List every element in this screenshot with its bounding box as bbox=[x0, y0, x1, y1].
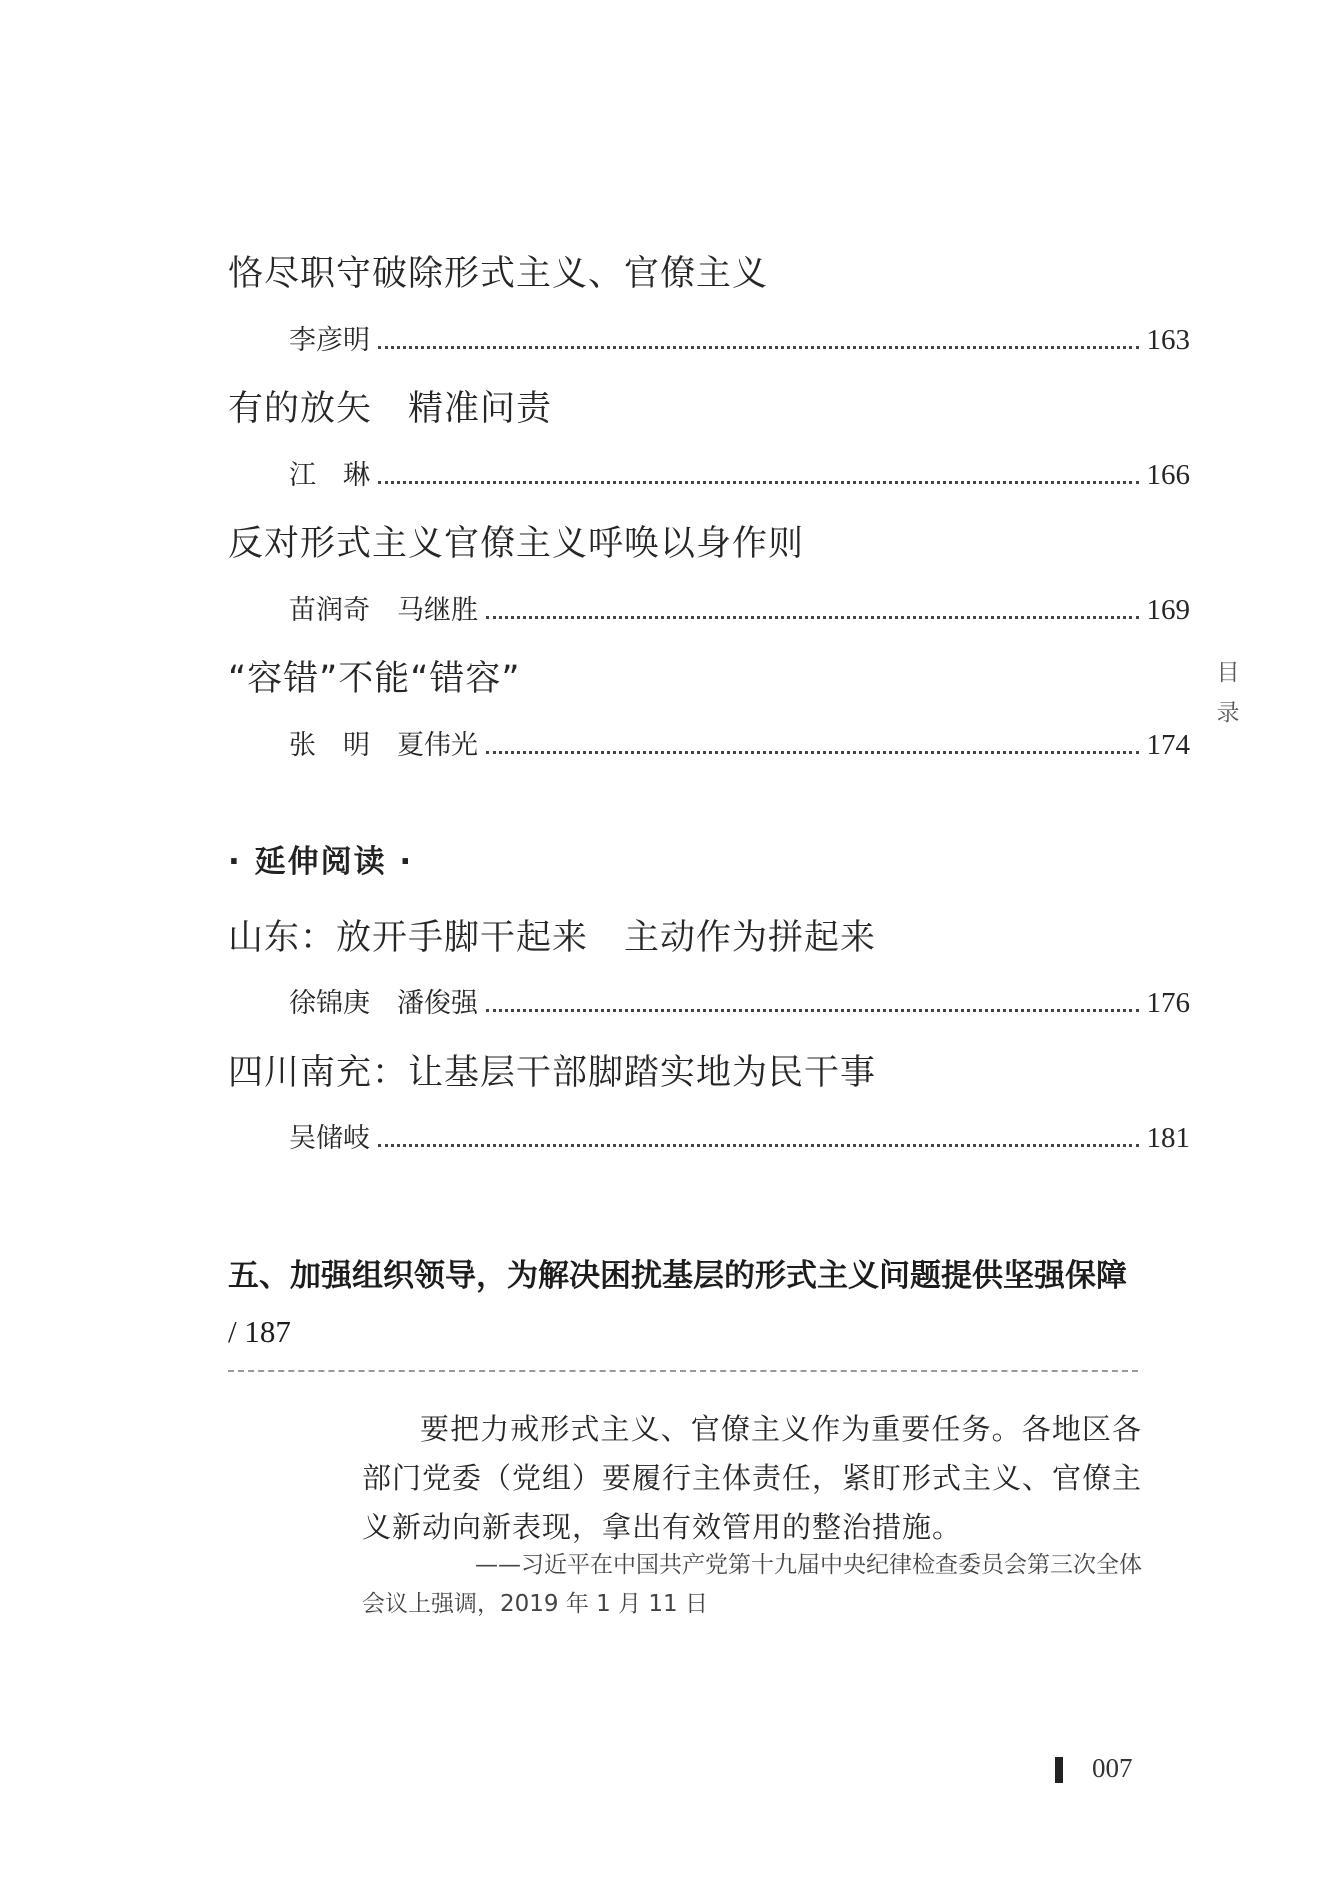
extended-entry-author: 吴储岐 bbox=[289, 1123, 370, 1154]
leader-dots bbox=[486, 1009, 1139, 1012]
toc-entry-line bbox=[289, 723, 1190, 762]
extended-entry-title[interactable]: 山东：放开手脚干起来 主动作为拼起来 bbox=[228, 918, 877, 958]
toc-entry-author: 张 明 夏伟光 bbox=[289, 730, 478, 761]
quote-attribution-line1: ——习近平在中国共产党第十九届中央纪律检查委员会第三次全体 bbox=[475, 1552, 1142, 1578]
side-tab-char: 目 bbox=[1216, 660, 1240, 686]
toc-entry-line bbox=[289, 453, 1190, 492]
page-number: 007 bbox=[1092, 1753, 1133, 1783]
chapter-divider bbox=[228, 1370, 1138, 1372]
leader-dots bbox=[378, 346, 1139, 349]
toc-entry-author: 江 琳 bbox=[289, 460, 370, 491]
chapter-separator: / bbox=[228, 1314, 245, 1349]
side-tab bbox=[1213, 653, 1243, 733]
toc-entry-title[interactable]: 有的放矢 精准问责 bbox=[228, 389, 553, 429]
extended-entry-author: 徐锦庚 潘俊强 bbox=[289, 988, 478, 1019]
extended-entry-page[interactable]: 181 bbox=[1146, 1122, 1190, 1154]
toc-entry-page[interactable]: 163 bbox=[1146, 324, 1190, 356]
leader-dots bbox=[378, 481, 1139, 484]
quote-text: 要把力戒形式主义、官僚主义作为重要任务。各地区各部门党委（党组）要履行主体责任，紧盯形式主义、官僚主义新动向新表现，拿出有效管用的整治措施。 bbox=[362, 1412, 1143, 1544]
chapter-title: 五、加强组织领导，为解决困扰基层的形式主义问题提供坚强保障 bbox=[228, 1258, 1127, 1294]
side-tab-char: 录 bbox=[1216, 700, 1240, 726]
toc-entry-title[interactable]: 反对形式主义官僚主义呼唤以身作则 bbox=[228, 524, 805, 564]
chapter-page: 187 bbox=[244, 1314, 291, 1349]
extended-entry-line bbox=[289, 981, 1190, 1020]
toc-entry-title[interactable]: 恪尽职守破除形式主义、官僚主义 bbox=[228, 254, 769, 294]
extended-entry-title[interactable]: 四川南充：让基层干部脚踏实地为民干事 bbox=[228, 1053, 877, 1093]
chapter-heading[interactable] bbox=[228, 1248, 1138, 1360]
toc-entry-author: 李彦明 bbox=[289, 325, 370, 356]
toc-entry-author: 苗润奇 马继胜 bbox=[289, 595, 478, 626]
toc-entry-line bbox=[289, 588, 1190, 627]
toc-entry-page[interactable]: 174 bbox=[1146, 729, 1190, 761]
toc-entry-page[interactable]: 169 bbox=[1146, 594, 1190, 626]
quote-block bbox=[362, 1405, 1142, 1552]
page-marker-bar bbox=[1055, 1757, 1063, 1783]
leader-dots bbox=[486, 616, 1139, 619]
extended-entry-line bbox=[289, 1116, 1190, 1155]
toc-entry-page[interactable]: 166 bbox=[1146, 459, 1190, 491]
quote-attribution-line2: 会议上强调，2019 年 1 月 11 日 bbox=[362, 1591, 708, 1617]
toc-entry-title[interactable]: “容错”不能“错容” bbox=[228, 659, 521, 699]
leader-dots bbox=[378, 1144, 1139, 1147]
extended-entry-page[interactable]: 176 bbox=[1146, 987, 1190, 1019]
toc-entry-line bbox=[289, 318, 1190, 357]
extended-reading-label: · 延伸阅读 · bbox=[228, 844, 414, 880]
leader-dots bbox=[486, 751, 1139, 754]
